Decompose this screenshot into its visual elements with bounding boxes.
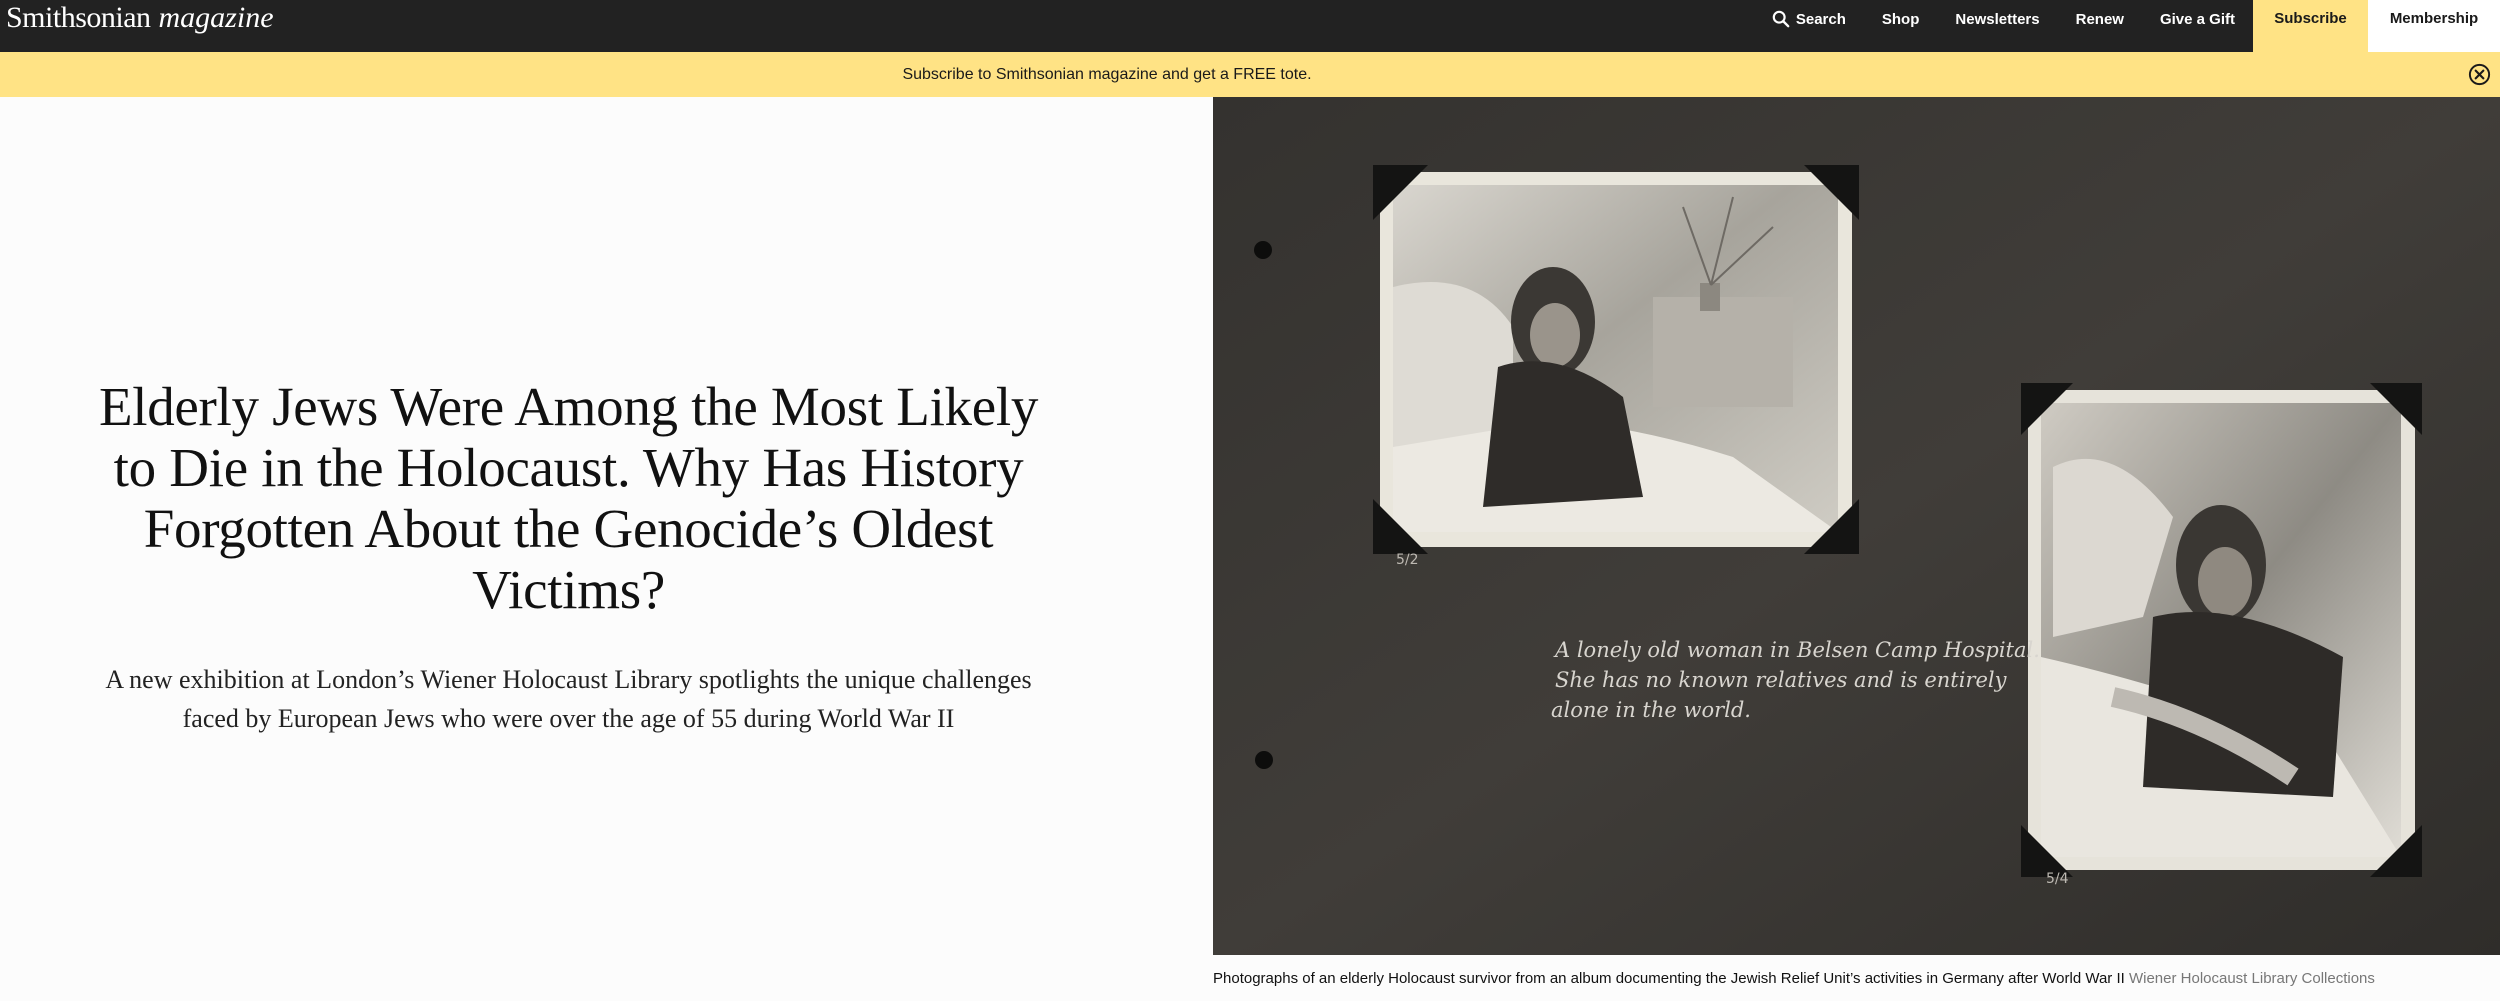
article-hero-text: [90, 376, 1047, 738]
handwriting-line-1: A lonely old woman in Belsen Camp Hospital.: [1555, 638, 2040, 662]
album-photo-2: [2021, 383, 2422, 877]
nav-membership-button[interactable]: Membership: [2368, 0, 2500, 52]
main-nav: [1754, 0, 2500, 38]
album-photo-1: [1373, 165, 1859, 554]
search-icon: [1772, 10, 1790, 28]
logo-wordmark: Smithsonian: [6, 1, 151, 34]
site-logo[interactable]: [6, 0, 274, 36]
nav-subscribe-button[interactable]: Subscribe: [2253, 0, 2368, 52]
nav-renew[interactable]: Renew: [2075, 10, 2124, 28]
handwriting-line-3: alone in the world.: [1551, 698, 1751, 722]
close-icon[interactable]: [2467, 62, 2492, 87]
nav-search-label: Search: [1795, 10, 1846, 28]
promo-text[interactable]: Subscribe to Smithsonian magazine and get a FREE tote.: [902, 65, 1312, 83]
handwriting-line-2: She has no known relatives and is entirely: [1555, 668, 2007, 692]
photo-caption: [1213, 970, 2500, 987]
hero-photo: [1213, 97, 2500, 955]
caption-text: Photographs of an elderly Holocaust survivor from an album documenting the Jewish Relief Unit’s activities in Germany after World War II: [1213, 970, 2125, 987]
photo-number-1: 5/2: [1396, 552, 1419, 568]
article-headline: Elderly Jews Were Among the Most Likely to Die in the Holocaust. Why Has History Forgotten About the Genocide’s Oldest Victims?: [98, 376, 1039, 620]
top-navigation: [0, 0, 2500, 52]
photo-number-2: 5/4: [2046, 871, 2069, 887]
binder-hole: [1254, 241, 1272, 259]
binder-hole: [1255, 751, 1273, 769]
nav-shop[interactable]: Shop: [1881, 10, 1920, 28]
logo-magazine: magazine: [158, 1, 274, 34]
promo-banner[interactable]: [0, 52, 2500, 97]
album-page-illustration: [1213, 97, 2500, 955]
nav-search[interactable]: [1754, 0, 1864, 38]
photo-credit[interactable]: Wiener Holocaust Library Collections: [2128, 970, 2375, 987]
article-dek: A new exhibition at London’s Wiener Holocaust Library spotlights the unique challenges faced by European Jews who were over the age of 55 during World War II: [105, 665, 1032, 733]
nav-give-a-gift[interactable]: Give a Gift: [2159, 10, 2235, 28]
nav-newsletters[interactable]: Newsletters: [1955, 10, 2040, 28]
